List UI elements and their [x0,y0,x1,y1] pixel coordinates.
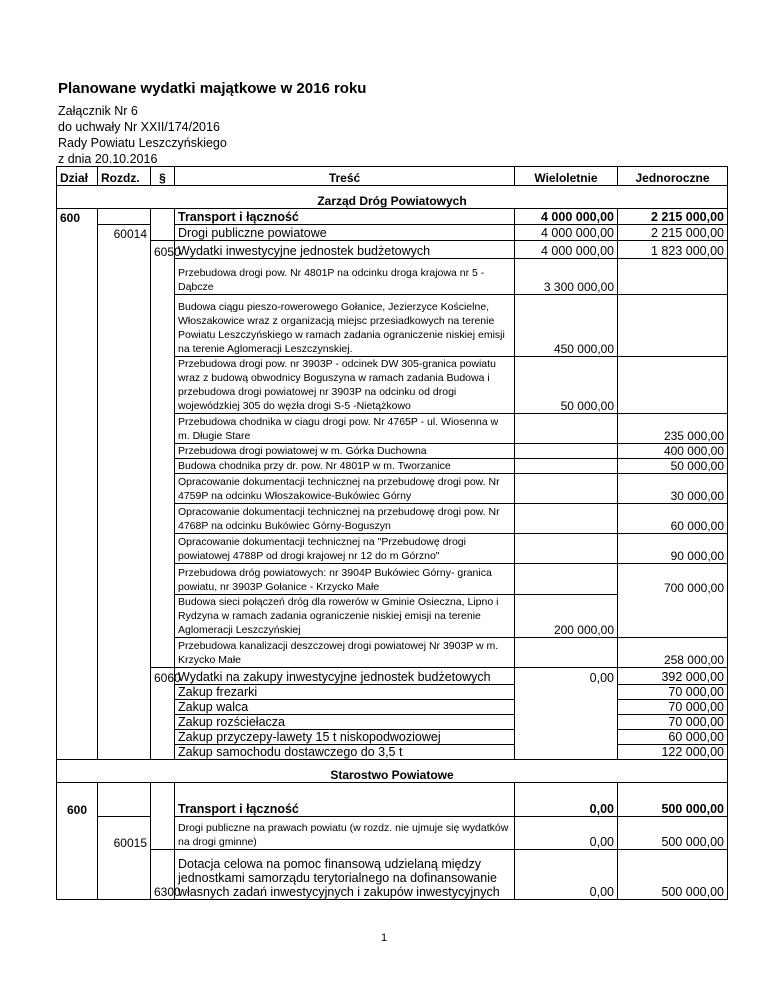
jedn-value [618,259,728,295]
jedn-value: 2 215 000,00 [618,209,728,225]
wiel-value: 0,00 [515,817,618,850]
wiel-value: 4 000 000,00 [515,209,618,225]
wiel-value: 200 000,00 [515,595,618,638]
jedn-value: 258 000,00 [618,638,728,668]
paragraph-label: Wydatki na zakupy inwestycyjne jednostek budżetowych [175,668,515,685]
table-row [57,414,728,444]
annex-line: Załącznik Nr 6 [58,104,138,118]
rozdz-cell: 60015 [98,817,151,850]
wiel-value: 4 000 000,00 [515,225,618,241]
item-text: Budowa chodnika przy dr. pow. Nr 4801P w m. Tworzanice [175,459,515,474]
council-line: Rady Powiatu Leszczyńskiego [58,136,227,150]
expenditure-table [56,166,728,900]
jedn-value: 500 000,00 [618,817,728,850]
section-header [57,760,728,783]
item-text: Opracowanie dokumentacji technicznej na przebudowę drogi pow. Nr 4768P na odcinku Bukówiec Górny-Boguszyn [175,504,515,534]
document-header [58,80,718,167]
jedn-value: 500 000,00 [618,783,728,817]
table-row [57,357,728,414]
par-cell: 6050 [151,241,175,259]
jedn-value [618,295,728,357]
wiel-value [515,534,618,564]
table-row [57,209,728,225]
item-text: Zakup frezarki [175,685,515,700]
section-title: Zarząd Dróg Powiatowych [57,186,728,209]
table-row [57,564,728,595]
table-row [57,504,728,534]
wiel-value: 0,00 [515,668,618,685]
table-row [57,638,728,668]
wiel-value [515,459,618,474]
wiel-value: 3 300 000,00 [515,259,618,295]
jedn-value: 392 000,00 [618,668,728,685]
table-row [57,595,728,638]
item-text: Zakup rozściełacza [175,715,515,730]
jedn-value [618,595,728,638]
col-dzial-header: Dział [57,167,98,186]
item-text: Budowa ciągu pieszo-rowerowego Gołanice, Jezierzyce Kościelne, Włoszakowice wraz z organizacją miejsc przesiadkowych na terenie Powiatu Leszczyńskiego w ramach zadania ograniczenie niskiej emisji na terenie Aglomeracji Leszczynskiej. [175,295,515,357]
col-tresc-header: Treść [175,167,515,186]
table-row [57,700,728,715]
wiel-value [515,504,618,534]
item-text: Opracowanie dokumentacji technicznej na "Przebudowę drogi powiatowej 4788P od drogi krajowej nr 12 do m Górzno" [175,534,515,564]
item-text: Przebudowa drogi pow. Nr 4801P na odcinku droga krajowa nr 5 - Dąbcze [175,259,515,295]
page-number: 1 [380,932,388,944]
table-row [57,225,728,241]
table-row [57,668,728,685]
wiel-value [515,564,618,595]
table-row [57,259,728,295]
jedn-value: 70 000,00 [618,715,728,730]
wiel-value [515,414,618,444]
wiel-value [515,638,618,668]
jedn-value: 60 000,00 [618,730,728,745]
jedn-value: 500 000,00 [618,850,728,900]
jedn-value: 70 000,00 [618,700,728,715]
table-row [57,459,728,474]
col-wiel-header: Wieloletnie [515,167,618,186]
wiel-value: 0,00 [515,850,618,900]
jedn-value [618,357,728,414]
table-header-row [57,167,728,186]
table-row [57,715,728,730]
jedn-value: 50 000,00 [618,459,728,474]
col-rozdz-header: Rozdz. [98,167,151,186]
section-title: Starostwo Powiatowe [57,760,728,783]
par-cell: 6300 [151,850,175,900]
jedn-value: 60 000,00 [618,504,728,534]
item-text: Budowa sieci połączeń dróg dla rowerów w Gminie Osieczna, Lipno i Rydzyna w ramach zadania ograniczenie niskiej emisji na terenie Aglomeracji Leszczyńskiej [175,595,515,638]
jedn-value: 70 000,00 [618,685,728,700]
item-text: Przebudowa drogi powiatowej w m. Górka Duchowna [175,444,515,459]
item-text: Przebudowa kanalizacji deszczowej drogi powiatowej Nr 3903P w m. Krzycko Małe [175,638,515,668]
paragraph-label: Dotacja celowa na pomoc finansową udzielaną między jednostkami samorządu terytorialnego na dofinansowanie własnych zadań inwestycyjnych i zakupów inwestycyjnych [175,850,515,900]
dzial-cell: 600 [57,209,98,225]
rozdz-cell: 60014 [98,225,151,241]
table-row [57,534,728,564]
wiel-value: 4 000 000,00 [515,241,618,259]
jedn-value: 122 000,00 [618,745,728,760]
resolution-line: do uchwały Nr XXII/174/2016 [58,120,220,134]
wiel-value: 50 000,00 [515,357,618,414]
jedn-value: 90 000,00 [618,534,728,564]
jedn-value: 235 000,00 [618,414,728,444]
table-row [57,685,728,700]
jedn-value: 400 000,00 [618,444,728,459]
jedn-value: 2 215 000,00 [618,225,728,241]
wiel-value: 0,00 [515,783,618,817]
table-row [57,817,728,850]
chapter-label: Drogi publiczne powiatowe [175,225,515,241]
table-row [57,241,728,259]
table-row [57,730,728,745]
item-text: Przebudowa dróg powiatowych: nr 3904P Bukówiec Górny- granica powiatu, nr 3903P Gołanice - Krzycko Małe [175,564,515,595]
col-jedn-header: Jednoroczne [618,167,728,186]
jedn-value: 700 000,00 [618,564,728,595]
category-label: Transport i łączność [175,209,515,225]
page-title: Planowane wydatki majątkowe w 2016 roku [58,80,367,97]
item-text: Zakup walca [175,700,515,715]
item-text: Zakup samochodu dostawczego do 3,5 t [175,745,515,760]
chapter-label: Drogi publiczne na prawach powiatu (w rozdz. nie ujmuje się wydatków na drogi gminne) [175,817,515,850]
col-par-header: § [151,167,175,186]
item-text: Przebudowa chodnika w ciagu drogi pow. Nr 4765P - ul. Wiosenna w m. Długie Stare [175,414,515,444]
item-text: Opracowanie dokumentacji technicznej na przebudowę drogi pow. Nr 4759P na odcinku Włoszakowice-Bukówiec Górny [175,474,515,504]
table-row [57,745,728,760]
item-text: Zakup przyczepy-lawety 15 t niskopodwoziowej [175,730,515,745]
jedn-value: 1 823 000,00 [618,241,728,259]
par-cell: 6060 [151,668,175,685]
category-label: Transport i łączność [175,783,515,817]
wiel-value [515,444,618,459]
table-row [57,474,728,504]
table-row [57,444,728,459]
dzial-cell: 600 [57,783,98,817]
wiel-value [515,474,618,504]
item-text: Przebudowa drogi pow. nr 3903P - odcinek DW 305-granica powiatu wraz z budową obwodnicy Boguszyna w ramach zadania Budowa i przebudowa drogi powiatowej nr 3903P na odcinku od drogi wojewódzkiej 305 do węzła drogi S-5 -Nietążkowo [175,357,515,414]
table-row [57,850,728,900]
section-header [57,186,728,209]
jedn-value: 30 000,00 [618,474,728,504]
paragraph-label: Wydatki inwestycyjne jednostek budżetowych [175,241,515,259]
table-row [57,295,728,357]
wiel-value: 450 000,00 [515,295,618,357]
table-row [57,783,728,817]
date-line: z dnia 20.10.2016 [58,152,158,166]
